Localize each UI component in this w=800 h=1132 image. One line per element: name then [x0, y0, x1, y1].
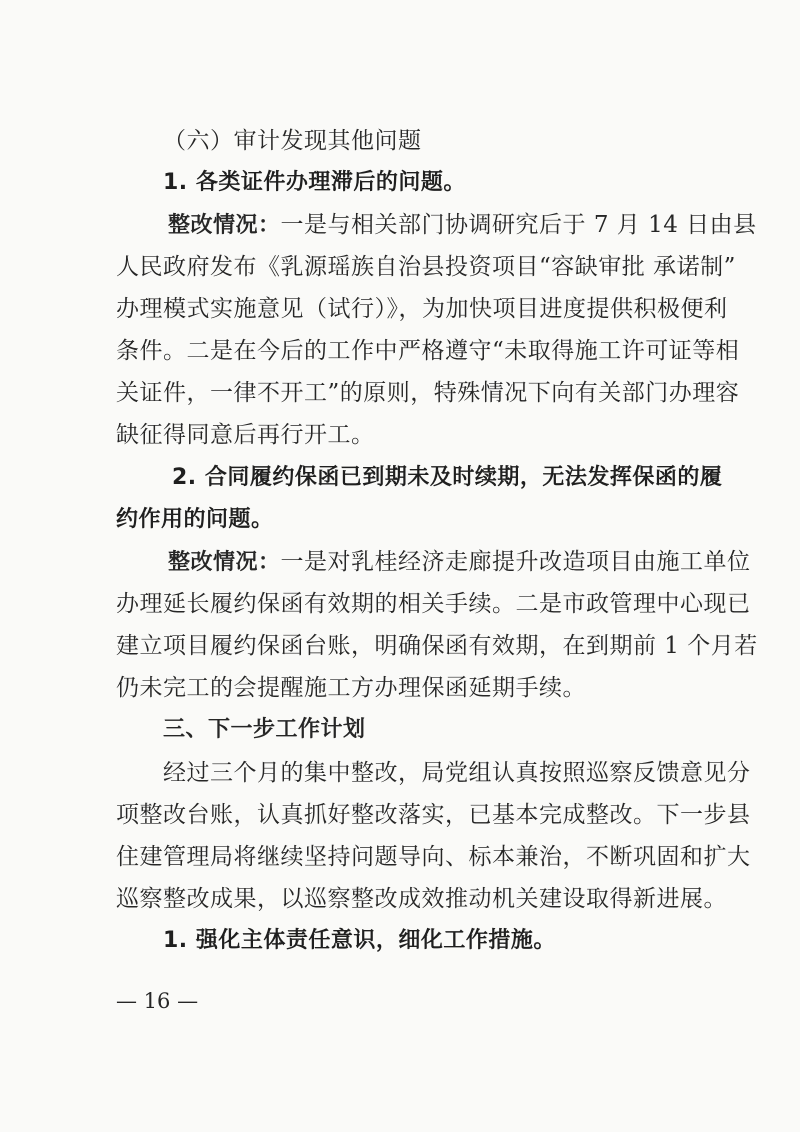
item2-line-0: 一是对乳桂经济走廊提升改造项目由施工单位 [280, 549, 751, 575]
item1-first-line [168, 210, 757, 241]
item1-line-1: 人民政府发布《乳源瑶族自治县投资项目“容缺审批 承诺制” [116, 254, 736, 280]
item1-title: 1. 各类证件办理滞后的问题。 [163, 170, 466, 195]
item2-rectification-label: 整改情况： [168, 550, 281, 575]
item1-line-5: 缺征得同意后再行开工。 [116, 422, 375, 448]
item2-line-3: 仍未完工的会提醒施工方办理保函延期手续。 [116, 675, 586, 701]
section3-line-1: 项整改台账，认真抓好整改落实，已基本完成整改。下一步县 [116, 802, 751, 828]
item2-title-line-1: 约作用的问题。 [116, 507, 274, 532]
item1-rectification-label: 整改情况： [168, 213, 281, 238]
section3-title: 三、下一步工作计划 [163, 717, 366, 742]
item1-line-2: 办理模式实施意见（试行）》，为加快项目进度提供积极便利 [116, 296, 728, 322]
plan1-title: 1. 强化主体责任意识，细化工作措施。 [163, 928, 556, 953]
item2-line-2: 建立项目履约保函台账，明确保函有效期，在到期前 1 个月若 [116, 633, 758, 659]
item2-line-1: 办理延长履约保函有效期的相关手续。二是市政管理中心现已 [116, 591, 751, 617]
item2-first-line [168, 547, 751, 578]
item1-line-4: 关证件，一律不开工”的原则，特殊情况下向有关部门办理容 [116, 380, 740, 406]
item1-line-0: 一是与相关部门协调研究后于 7 月 14 日由县 [280, 212, 757, 238]
section3-line-3: 巡察整改成果，以巡察整改成效推动机关建设取得新进展。 [116, 886, 727, 912]
heading-six: （六）审计发现其他问题 [163, 128, 422, 154]
page-number: — 16 — [116, 989, 199, 1013]
section3-line-2: 住建管理局将继续坚持问题导向、标本兼治，不断巩固和扩大 [116, 844, 751, 870]
section3-line-0: 经过三个月的集中整改，局党组认真按照巡察反馈意见分 [163, 760, 751, 786]
item2-title-line-0: 2. 合同履约保函已到期未及时续期，无法发挥保函的履 [172, 465, 723, 490]
item1-line-3: 条件。二是在今后的工作中严格遵守“未取得施工许可证等相 [116, 338, 740, 364]
